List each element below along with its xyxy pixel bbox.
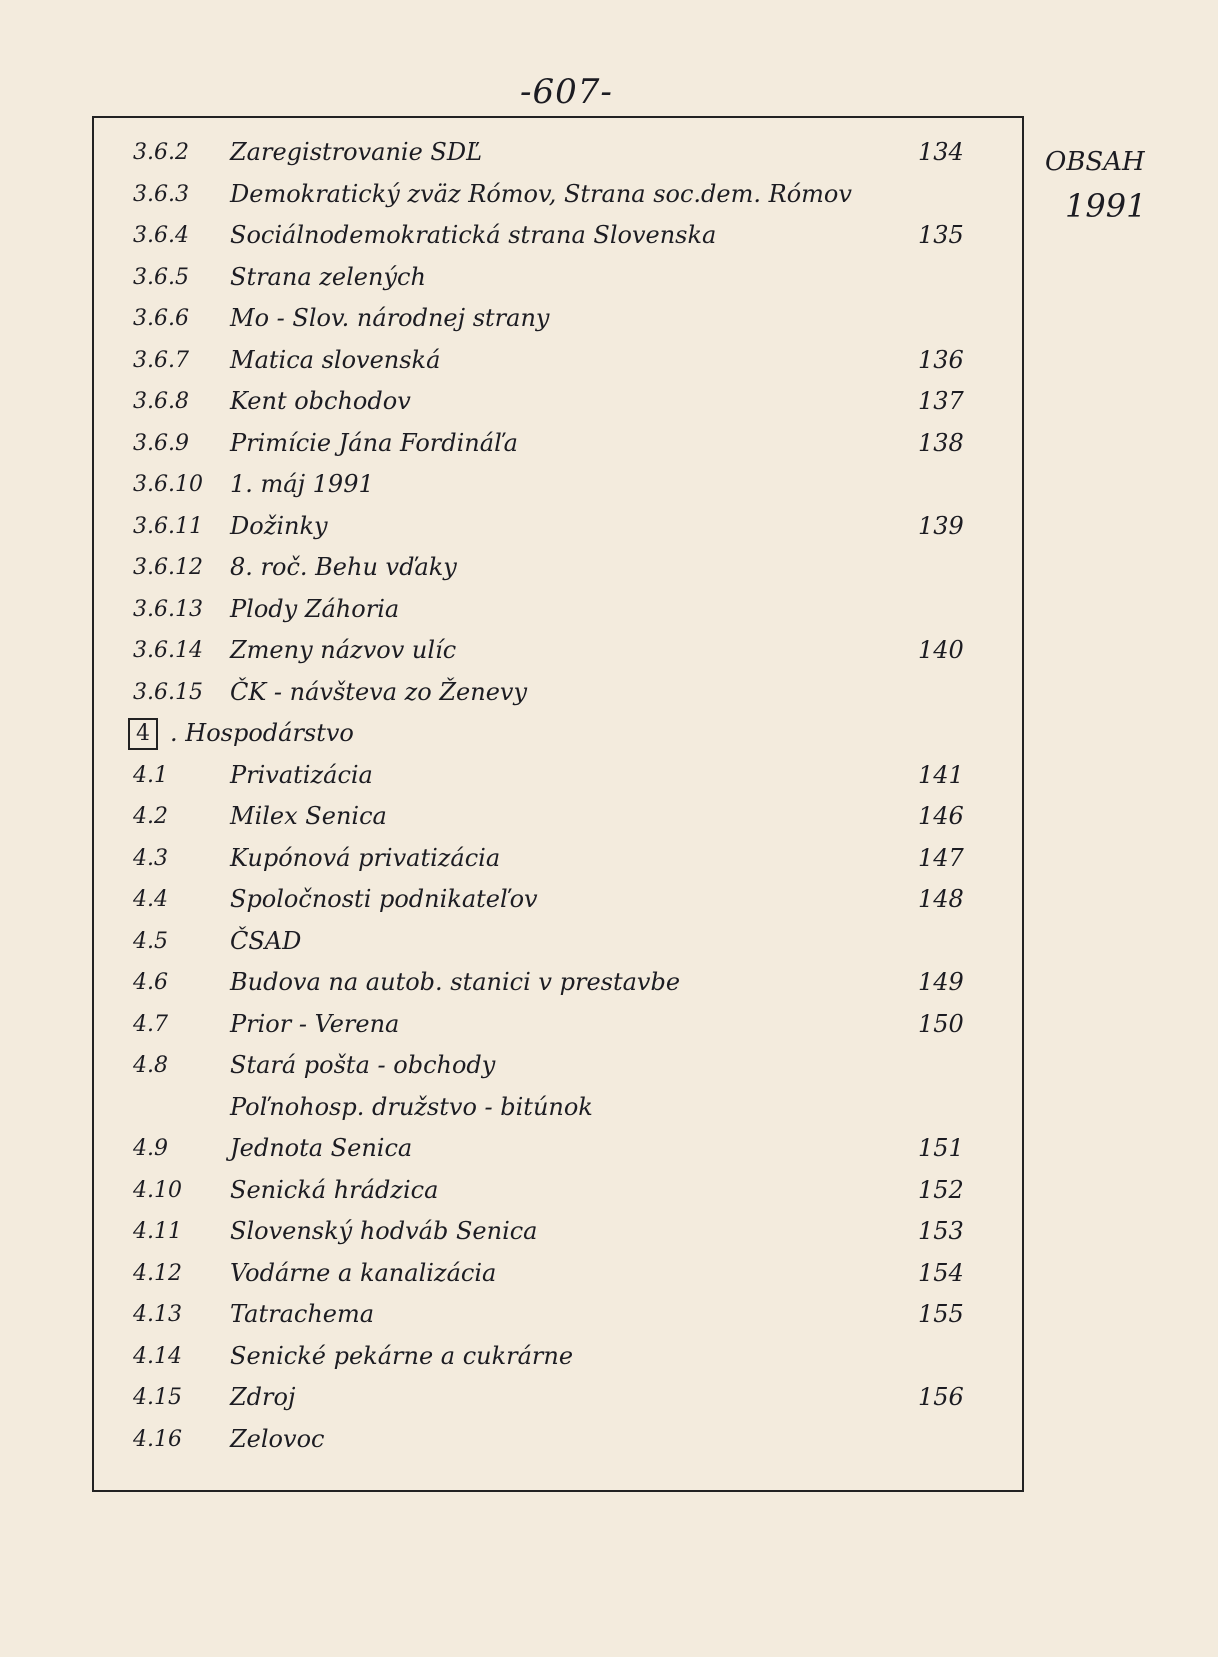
entry-title: ČSAD [230, 926, 302, 955]
entry-number: 3.6.14 [133, 638, 203, 663]
entry-number: 3.6.7 [133, 347, 189, 373]
toc-entry [128, 298, 988, 340]
entry-number: 3.6.4 [133, 223, 189, 248]
toc-entry [128, 879, 988, 921]
toc-entry [128, 174, 988, 216]
entry-title: Dožinky [230, 511, 328, 540]
entry-title: Milex Senica [230, 802, 387, 830]
entry-page: 150 [918, 1009, 964, 1038]
toc-entry [128, 215, 988, 257]
entry-title: Tatrachema [230, 1300, 375, 1328]
entry-title: Slovenský hodváb Senica [230, 1217, 538, 1245]
entry-title: Stará pošta - obchody [230, 1051, 496, 1079]
entry-page: 151 [918, 1134, 964, 1162]
entry-title: 8. roč. Behu vďaky [230, 553, 457, 581]
entry-title: Prior - Verena [230, 1009, 400, 1038]
entry-number: 4.15 [133, 1385, 182, 1410]
toc-entry [128, 1087, 988, 1129]
entry-title: Kent obchodov [230, 387, 411, 415]
entry-title: 1. máj 1991 [230, 470, 374, 498]
toc-entry [128, 921, 988, 963]
entry-number: 4.7 [133, 1011, 168, 1037]
entry-number: 3.6.5 [133, 264, 189, 290]
toc-entry [128, 257, 988, 299]
entry-title: Budova na autob. stanici v prestavbe [230, 968, 681, 996]
entry-title: Zdroj [230, 1383, 296, 1411]
toc-entry [128, 340, 988, 382]
entry-title: Strana zelených [230, 262, 426, 291]
entry-number: 4.12 [133, 1260, 182, 1286]
table-of-contents [128, 132, 988, 1460]
entry-number: 4.3 [133, 845, 168, 871]
page-number: -607- [520, 72, 613, 112]
toc-entry [128, 1045, 988, 1087]
entry-number: 4.5 [133, 928, 168, 954]
entry-number: 3.6.11 [133, 513, 203, 539]
entry-title: Primície Jána Fordináľa [230, 428, 518, 457]
entry-number: 4.4 [133, 887, 168, 912]
toc-entry [128, 423, 988, 465]
toc-entry [128, 1294, 988, 1336]
toc-entry [128, 630, 988, 672]
entry-number: 3.6.9 [133, 430, 189, 456]
toc-entry [128, 381, 988, 423]
entry-number: 4.2 [133, 804, 168, 829]
entry-title: Poľnohosp. družstvo - bitúnok [230, 1092, 593, 1121]
side-note-year: 1991 [1065, 187, 1147, 225]
entry-title: Privatizácia [230, 760, 373, 789]
entry-title: Mo - Slov. národnej strany [230, 304, 550, 332]
entry-page: 136 [918, 345, 964, 374]
entry-number: 3.6.8 [133, 389, 189, 414]
section-number-box: 4 [128, 718, 158, 750]
toc-entry [128, 755, 988, 797]
entry-page: 135 [918, 221, 964, 249]
entry-number: 4.9 [133, 1136, 168, 1161]
entry-number: 3.6.2 [133, 140, 189, 165]
entry-page: 155 [918, 1300, 964, 1328]
entry-title: ČK - návšteva zo Ženevy [230, 677, 528, 706]
entry-page: 152 [918, 1175, 964, 1204]
toc-entry [128, 1128, 988, 1170]
toc-entry [128, 1004, 988, 1046]
toc-entry [128, 796, 988, 838]
entry-number: 4.11 [133, 1219, 182, 1244]
entry-title: Zelovoc [230, 1424, 325, 1453]
entry-title: Plody Záhoria [230, 594, 400, 623]
side-note [1045, 140, 1146, 228]
entry-number: 4.8 [133, 1053, 168, 1078]
entry-title: Matica slovenská [230, 345, 441, 374]
entry-page: 138 [918, 428, 964, 457]
toc-entry [128, 1211, 988, 1253]
entry-number: 3.6.15 [133, 679, 203, 705]
entry-page: 153 [918, 1217, 964, 1245]
toc-entry [128, 132, 988, 174]
entry-page: 154 [918, 1258, 964, 1287]
entry-page: 139 [918, 511, 964, 540]
entry-number: 3.6.12 [133, 555, 203, 580]
toc-entry [128, 464, 988, 506]
toc-entry [128, 1253, 988, 1295]
entry-title: Senické pekárne a cukrárne [230, 1341, 574, 1370]
entry-title: Spoločnosti podnikateľov [230, 885, 538, 913]
entry-title: Jednota Senica [230, 1134, 413, 1162]
entry-page: 149 [918, 968, 964, 996]
entry-title: Sociálnodemokratická strana Slovenska [230, 221, 717, 249]
toc-entry [128, 506, 988, 548]
entry-title: Senická hrádzica [230, 1175, 439, 1204]
entry-title: Zaregistrovanie SDĽ [230, 138, 483, 166]
entry-number: 3.6.10 [133, 472, 203, 497]
entry-title: Vodárne a kanalizácia [230, 1258, 497, 1287]
entry-title: Kupónová privatizácia [230, 843, 501, 872]
entry-number: 4.13 [133, 1302, 182, 1327]
toc-entry [128, 672, 988, 714]
entry-page: 140 [918, 636, 964, 664]
entry-page: 147 [918, 843, 964, 872]
entry-number: 4.16 [133, 1426, 182, 1452]
entry-page: 146 [918, 802, 964, 830]
toc-entry [128, 547, 988, 589]
entry-number: 3.6.6 [133, 306, 189, 331]
toc-entry [128, 589, 988, 631]
entry-page: 148 [918, 885, 964, 913]
entry-title: . Hospodárstvo [170, 719, 354, 747]
entry-number: 4.10 [133, 1177, 182, 1203]
toc-entry [128, 1419, 988, 1461]
entry-number: 4.14 [133, 1343, 182, 1369]
toc-entry [128, 1377, 988, 1419]
entry-title: Zmeny názvov ulíc [230, 636, 457, 664]
toc-entry [128, 838, 988, 880]
entry-page: 156 [918, 1383, 964, 1411]
toc-entry [128, 962, 988, 1004]
toc-entry [128, 1170, 988, 1212]
entry-title: Demokratický zväz Rómov, Strana soc.dem. Rómov [230, 179, 852, 208]
entry-number: 3.6.3 [133, 181, 189, 207]
entry-number: 3.6.13 [133, 596, 203, 622]
entry-page: 137 [918, 387, 964, 415]
entry-number: 4.6 [133, 970, 168, 995]
section-heading [128, 713, 988, 755]
entry-page: 134 [918, 138, 964, 166]
entry-page: 141 [918, 760, 964, 789]
side-note-heading: OBSAH [1045, 147, 1145, 177]
toc-entry [128, 1336, 988, 1378]
entry-number: 4.1 [133, 762, 168, 788]
